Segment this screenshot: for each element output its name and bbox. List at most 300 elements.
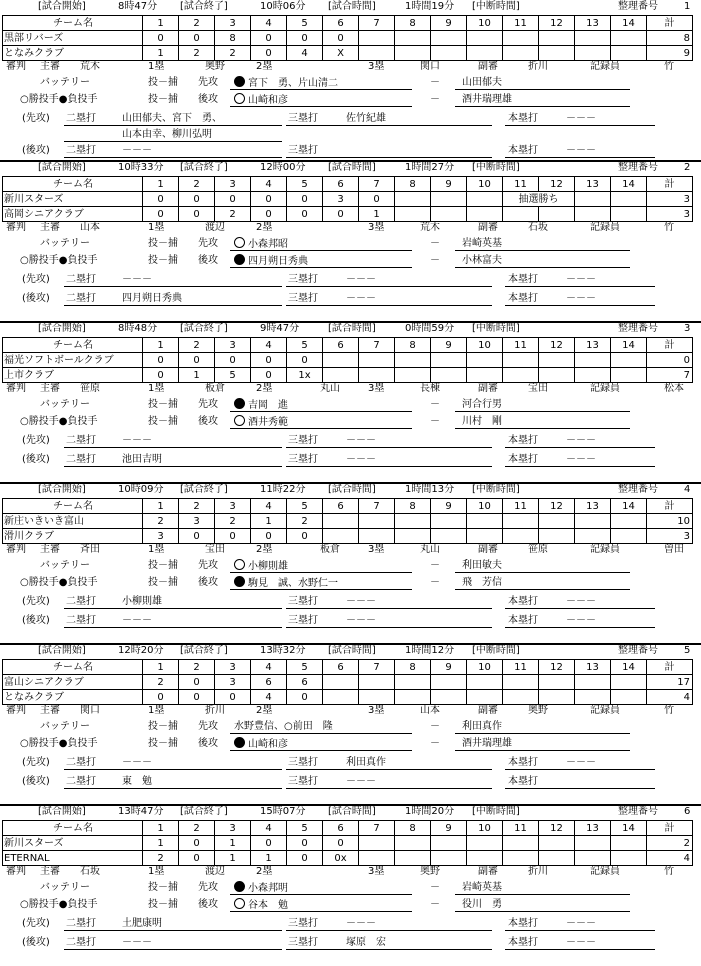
triple-underline [286,936,492,950]
homer-underline [505,936,655,950]
inning-score-cell [503,690,539,705]
start-label: [試合開始] [38,806,86,817]
triple-label: 三塁打 [288,435,318,446]
pitchers-underline [230,76,412,90]
double-label: 二塁打 [66,918,96,929]
hits-row-first [0,112,701,126]
team-name-cell: 新川スターズ [3,836,143,851]
pitchers-underline [230,415,412,429]
first-base-label: 1塁 [148,222,165,233]
inning-header-cell: 7 [359,660,395,675]
serial-number: 4 [684,484,691,495]
inning-header-cell: 14 [611,16,647,31]
game-header [0,644,701,658]
second-base-label: 2塁 [256,61,273,72]
batting-order-label: 後攻 [198,94,218,105]
inning-header-cell: 11 [503,499,539,514]
inning-header-cell: 2 [179,177,215,192]
recorder-name: 竹 [664,222,674,233]
inning-score-cell [611,368,647,383]
inning-score-cell [467,529,503,544]
vice-umpire-name: 折川 [528,866,548,877]
pitchers-underline [230,720,412,734]
inning-score-cell [611,192,647,207]
inning-score-cell [503,31,539,46]
start-label: [試合開始] [38,162,86,173]
triple-underline [286,595,492,609]
end-label: [試合終了] [180,1,228,12]
inning-header-cell: 1 [143,338,179,353]
second-base-label: 2塁 [256,383,273,394]
total-score-cell: 2 [647,836,693,851]
end-label: [試合終了] [180,162,228,173]
inning-score-cell: 0 [251,207,287,222]
inning-header-cell: 13 [575,660,611,675]
hits-row-second [0,144,701,158]
homer-hitters: －－－ [566,918,596,929]
inning-score-cell [359,690,395,705]
double-hitters: 東 勉 [122,776,152,787]
start-label: [試合開始] [38,645,86,656]
linescore-table [2,820,693,866]
inning-score-cell [395,851,431,866]
double-underline [64,292,282,306]
total-score-cell: 4 [647,851,693,866]
dash-separator: － [430,560,440,571]
game-block [0,805,701,966]
inning-score-cell [395,529,431,544]
catcher-underline [455,898,630,912]
vice-umpire-name: 笹原 [528,544,548,555]
inning-score-cell: 3 [215,675,251,690]
catcher-underline [455,576,630,590]
homer-label: 本塁打 [508,145,538,156]
duration-label: [試合時間] [328,1,376,12]
recorder-name: 松本 [664,383,684,394]
chief-umpire-name: 関口 [80,705,100,716]
pitcher-catcher-label: 投－捕 [148,399,178,410]
triple-hitters: 佐竹紀雄 [346,113,386,124]
inning-score-cell [539,46,575,61]
batting-order-label: 後攻 [198,416,218,427]
batting-order-label: 先攻 [198,882,218,893]
inning-score-cell [395,368,431,383]
inning-score-cell: 0 [251,31,287,46]
first-base-label: 1塁 [148,544,165,555]
pitcher-catcher-label: 投－捕 [148,255,178,266]
pitcher-names: 駒見 誠、水野仁一 [248,578,338,589]
team-name-cell: となみクラブ [3,690,143,705]
chief-umpire-label: 主審 [40,61,60,72]
total-score-cell: 3 [647,529,693,544]
duration-value: 1時間13分 [405,484,455,495]
vice-umpire-label: 副審 [478,705,498,716]
inning-score-cell: 5 [215,368,251,383]
inning-score-cell [467,46,503,61]
total-score-cell: 3 [647,192,693,207]
inning-score-cell: 0 [287,690,323,705]
chief-umpire-name: 山本 [80,222,100,233]
serial-label: 整理番号 [618,806,658,817]
team-name-cell: 黒部リバーズ [3,31,143,46]
double-underline [64,144,282,158]
start-label: [試合開始] [38,484,86,495]
team-score-row [3,675,693,690]
inning-score-cell [323,514,359,529]
inning-header-cell: 1 [143,16,179,31]
duration-value: 0時間59分 [405,323,455,334]
inning-score-cell: 4 [251,690,287,705]
hits-row-second [0,292,701,306]
inning-score-cell: 6 [287,675,323,690]
inning-score-cell [575,836,611,851]
inning-score-cell: 1 [215,836,251,851]
third-base-label: 3塁 [368,222,385,233]
inning-header-cell: 9 [431,499,467,514]
inning-score-cell: X [323,46,359,61]
vice-umpire-label: 副審 [478,866,498,877]
inning-header-cell: 1 [143,499,179,514]
dash-separator: － [430,899,440,910]
inning-score-cell [539,207,575,222]
double-underline [64,453,282,467]
game-header [0,0,701,14]
battery-label: バッテリー [40,721,90,732]
battery-row-first [0,720,701,734]
inning-score-cell [395,836,431,851]
team-name-cell: となみクラブ [3,46,143,61]
inning-score-cell [323,368,359,383]
inning-score-cell [503,368,539,383]
linescore-table [2,337,693,383]
pitcher-names: 山崎和彦 [248,739,288,750]
inning-score-cell [431,31,467,46]
triple-label: 三塁打 [288,454,318,465]
first-base-label: 1塁 [148,383,165,394]
inning-score-cell [575,675,611,690]
dash-separator: － [430,399,440,410]
inning-header-cell: 6 [323,16,359,31]
recorder-label: 記録員 [590,705,620,716]
inning-score-cell [467,207,503,222]
double-hitters: －－－ [122,274,152,285]
inning-score-cell: 0 [323,836,359,851]
inning-score-cell [575,46,611,61]
inning-score-cell [503,851,539,866]
double-label: 二塁打 [66,145,96,156]
inning-header-cell: 9 [431,177,467,192]
total-header-cell: 計 [647,338,693,353]
first-base-umpire: 奥野 [205,61,225,72]
team-score-row [3,31,693,46]
inning-header-cell: 3 [215,177,251,192]
first-base-umpire: 板倉 [205,383,225,394]
double-label: 二塁打 [66,615,96,626]
battery-label: バッテリー [40,399,90,410]
double-underline [64,112,282,126]
catcher-underline [455,737,630,751]
note-cell: 抽選勝ち [503,192,575,207]
inning-score-cell: 0 [215,353,251,368]
pitcher-names: 宮下 勇、片山清二 [248,78,338,89]
game-block [0,0,701,161]
linescore-header-row [3,660,693,675]
inning-score-cell: 0 [143,31,179,46]
triple-label: 三塁打 [288,776,318,787]
inning-score-cell [395,207,431,222]
game-header [0,805,701,819]
inning-score-cell [611,46,647,61]
chief-umpire-name: 荒木 [80,61,100,72]
inning-header-cell: 14 [611,499,647,514]
start-time: 10時09分 [118,484,164,495]
inning-header-cell: 3 [215,16,251,31]
total-score-cell: 0 [647,353,693,368]
inning-header-cell: 12 [539,338,575,353]
win-lose-legend: ○勝投手●負投手 [20,416,98,427]
triple-underline [286,756,492,770]
inning-score-cell [503,207,539,222]
duration-label: [試合時間] [328,323,376,334]
inning-score-cell: 0 [179,192,215,207]
inning-score-cell: 0 [143,353,179,368]
third-base-label: 3塁 [368,866,385,877]
homer-underline [505,756,655,770]
inning-score-cell [575,353,611,368]
batting-order-label: 後攻 [198,255,218,266]
linescore-header-row [3,821,693,836]
start-time: 13時47分 [118,806,164,817]
end-time: 10時06分 [260,1,306,12]
homer-underline [505,292,655,306]
catcher-name: 山田郁夫 [462,77,502,88]
inning-header-cell: 4 [251,821,287,836]
linescore-table [2,15,693,61]
double-label: 二塁打 [66,293,96,304]
hits-row-first [0,273,701,287]
hits-row-first [0,917,701,931]
dash-separator: － [430,238,440,249]
inning-score-cell [503,836,539,851]
start-time: 8時48分 [118,323,158,334]
pitchers-underline [230,93,412,107]
inning-score-cell: 0 [251,529,287,544]
inning-score-cell [611,31,647,46]
double-underline [64,775,282,789]
inning-header-cell: 5 [287,338,323,353]
inning-header-cell: 11 [503,821,539,836]
inning-header-cell: 8 [395,338,431,353]
batting-order-label: 後攻 [198,738,218,749]
inning-score-cell [503,46,539,61]
recorder-label: 記録員 [590,544,620,555]
catcher-name: 河合行男 [462,399,502,410]
start-time: 12時20分 [118,645,164,656]
hits-row-first-continued [0,128,701,142]
second-batting-label: (後攻) [22,776,50,787]
first-base-umpire: 渡辺 [205,866,225,877]
dash-separator: － [430,77,440,88]
third-base-label: 3塁 [368,383,385,394]
inning-score-cell: 0 [323,31,359,46]
inning-score-cell [431,368,467,383]
pitcher-names: 四月朔日秀典 [248,256,308,267]
inning-header-cell: 11 [503,16,539,31]
umpire-row [0,543,701,557]
inning-score-cell [431,851,467,866]
inning-score-cell: 2 [143,514,179,529]
vice-umpire-name: 折川 [528,61,548,72]
inning-score-cell [575,31,611,46]
inning-header-cell: 13 [575,499,611,514]
triple-hitters: －－－ [346,454,376,465]
inning-score-cell: 2 [143,851,179,866]
inning-score-cell [611,690,647,705]
game-block [0,483,701,644]
team-name-cell: 福光ソフトボールクラブ [3,353,143,368]
recorder-label: 記録員 [590,383,620,394]
homer-label: 本塁打 [508,757,538,768]
end-label: [試合終了] [180,323,228,334]
catcher-underline [455,237,630,251]
inning-score-cell: 1 [359,207,395,222]
triple-label: 三塁打 [288,293,318,304]
inning-score-cell: 0 [287,31,323,46]
pitcher-names: 吉岡 進 [248,400,288,411]
serial-label: 整理番号 [618,1,658,12]
team-name-cell: 富山シニアクラブ [3,675,143,690]
inning-score-cell [467,851,503,866]
serial-label: 整理番号 [618,484,658,495]
duration-value: 1時間20分 [405,806,455,817]
inning-header-cell: 12 [539,16,575,31]
triple-underline [286,614,492,628]
inning-header-cell: 12 [539,177,575,192]
double-label: 二塁打 [66,435,96,446]
triple-label: 三塁打 [288,596,318,607]
inning-score-cell [359,353,395,368]
team-header-cell: チーム名 [3,338,143,353]
catcher-underline [455,76,630,90]
inning-header-cell: 1 [143,177,179,192]
homer-hitters: －－－ [566,293,596,304]
umpire-row [0,865,701,879]
team-header-cell: チーム名 [3,660,143,675]
inning-score-cell [467,675,503,690]
serial-number: 5 [684,645,691,656]
hits-row-first [0,595,701,609]
umpire-row [0,382,701,396]
inning-header-cell: 9 [431,660,467,675]
double-underline [64,756,282,770]
inning-header-cell: 8 [395,821,431,836]
double-hitters: －－－ [122,757,152,768]
inning-score-cell: 1 [251,851,287,866]
serial-label: 整理番号 [618,162,658,173]
catcher-name: 役川 勇 [462,899,502,910]
end-label: [試合終了] [180,484,228,495]
first-batting-label: (先攻) [22,435,50,446]
inning-header-cell: 1 [143,821,179,836]
inning-score-cell [431,207,467,222]
second-batting-label: (後攻) [22,145,50,156]
inning-header-cell: 8 [395,177,431,192]
homer-underline [505,453,655,467]
serial-number: 2 [684,162,691,173]
dash-separator: － [430,416,440,427]
inning-score-cell [323,675,359,690]
inning-score-cell: 0 [215,690,251,705]
triple-label: 三塁打 [288,615,318,626]
inning-score-cell: 0 [215,529,251,544]
homer-hitters: －－－ [566,596,596,607]
battery-label: バッテリー [40,77,90,88]
pitchers-underline [230,898,412,912]
inning-score-cell: 0 [143,368,179,383]
vice-umpire-name: 宝田 [528,383,548,394]
homer-underline [505,595,655,609]
duration-label: [試合時間] [328,162,376,173]
inning-score-cell [395,690,431,705]
inning-header-cell: 11 [503,660,539,675]
inning-score-cell [575,851,611,866]
double-hitters: 小柳則雄 [122,596,162,607]
inning-header-cell: 1 [143,660,179,675]
game-header [0,322,701,336]
inning-score-cell [359,529,395,544]
inning-header-cell: 6 [323,338,359,353]
double-label: 二塁打 [66,274,96,285]
inning-header-cell: 4 [251,499,287,514]
inning-score-cell: 0 [143,207,179,222]
double-hitters: 土肥康明 [122,918,162,929]
inning-score-cell [323,353,359,368]
inning-header-cell: 10 [467,177,503,192]
homer-hitters: －－－ [566,145,596,156]
double-label: 二塁打 [66,776,96,787]
duration-value: 1時間27分 [405,162,455,173]
pitcher-names: 小柳則雄 [248,561,288,572]
linescore-table [2,176,693,222]
total-header-cell: 計 [647,660,693,675]
battery-label: バッテリー [40,560,90,571]
inning-score-cell [431,46,467,61]
inning-header-cell: 9 [431,16,467,31]
inning-score-cell: 0 [287,353,323,368]
inning-header-cell: 10 [467,16,503,31]
end-time: 11時22分 [260,484,306,495]
linescore-header-row [3,177,693,192]
battery-row-first [0,398,701,412]
team-score-row [3,192,693,207]
inning-header-cell: 12 [539,660,575,675]
team-score-row [3,836,693,851]
homer-label: 本塁打 [508,776,538,787]
double-hitters: －－－ [122,937,152,948]
total-score-cell: 10 [647,514,693,529]
inning-score-cell [539,675,575,690]
inning-header-cell: 11 [503,338,539,353]
vice-umpire-label: 副審 [478,544,498,555]
recorder-label: 記録員 [590,222,620,233]
third-base-umpire: 長棟 [420,383,440,394]
homer-label: 本塁打 [508,937,538,948]
interrupt-label: [中断時間] [472,162,520,173]
third-base-umpire: 荒木 [420,222,440,233]
inning-score-cell [431,353,467,368]
chief-umpire-label: 主審 [40,705,60,716]
interrupt-label: [中断時間] [472,1,520,12]
